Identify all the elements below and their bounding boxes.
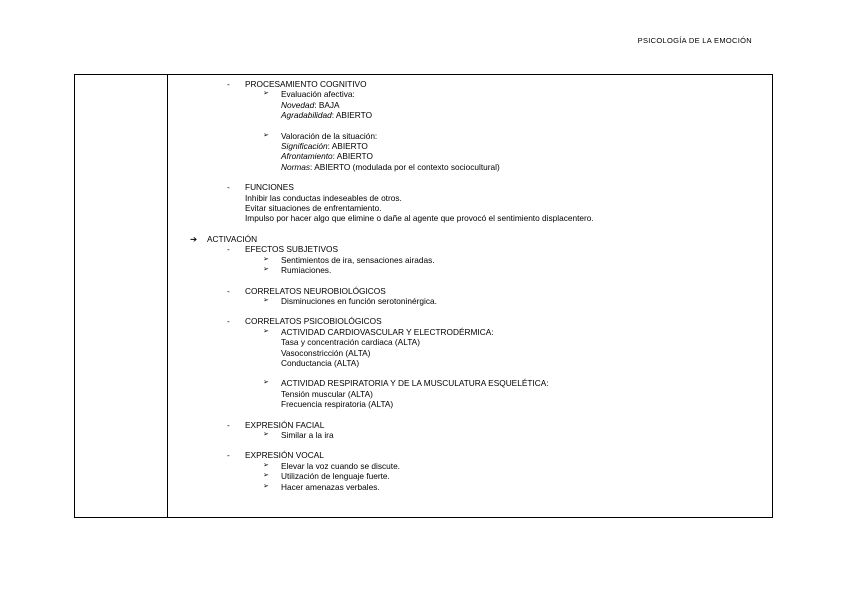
list-item bbox=[167, 461, 772, 471]
list-item bbox=[167, 430, 772, 440]
novelty-line bbox=[167, 100, 772, 110]
pleasantness-label: Agradabilidad bbox=[281, 110, 332, 121]
section-activation bbox=[167, 234, 772, 244]
list-item bbox=[167, 296, 772, 306]
affective-evaluation bbox=[167, 89, 772, 99]
section-psychobiological bbox=[167, 316, 772, 326]
arrow-bullet: ➢ bbox=[263, 266, 269, 274]
item-text: Hacer amenazas verbales. bbox=[281, 481, 380, 492]
section-title: CORRELATOS PSICOBIOLÓGICOS bbox=[245, 316, 382, 327]
item-label: Evaluación afectiva: bbox=[281, 89, 355, 100]
arrow-bullet: ➢ bbox=[263, 255, 269, 263]
function-line: Impulso por hacer algo que elimine o dañe al agente que provocó el sentimiento displacentero. bbox=[245, 213, 594, 224]
arrow-bullet: ➢ bbox=[263, 379, 269, 387]
table-content bbox=[167, 79, 772, 492]
arrow-bullet: ➢ bbox=[263, 461, 269, 469]
arrow-bullet: ➢ bbox=[263, 296, 269, 304]
coping-value: : ABIERTO bbox=[332, 151, 373, 162]
cardio-line: Tasa y concentración cardiaca (ALTA) bbox=[281, 337, 420, 348]
section-subjective bbox=[167, 244, 772, 254]
dash-bullet: - bbox=[227, 244, 230, 255]
dash-bullet: - bbox=[227, 79, 230, 89]
item-text: Similar a la ira bbox=[281, 429, 334, 440]
section-title: FUNCIONES bbox=[245, 182, 294, 193]
dash-bullet: - bbox=[227, 182, 230, 193]
list-item bbox=[167, 482, 772, 492]
content-table bbox=[74, 74, 773, 518]
item-text: Rumiaciones. bbox=[281, 265, 332, 276]
novelty-label: Novedad bbox=[281, 99, 315, 110]
arrow-bullet: ➢ bbox=[263, 90, 269, 98]
situation-evaluation bbox=[167, 131, 772, 141]
coping-line bbox=[167, 151, 772, 161]
arrow-bullet: ➢ bbox=[263, 472, 269, 480]
cardio-line: Vasoconstricción (ALTA) bbox=[281, 347, 371, 358]
arrow-bullet: ➢ bbox=[263, 482, 269, 490]
function-line: Evitar situaciones de enfrentamiento. bbox=[245, 203, 382, 214]
dash-bullet: - bbox=[227, 285, 230, 296]
significance-label: Significación bbox=[281, 141, 328, 152]
item-text: Utilización de lenguaje fuerte. bbox=[281, 471, 390, 482]
norms-value: : ABIERTO (modulada por el contexto sociocultural) bbox=[310, 161, 500, 172]
resp-line: Tensión muscular (ALTA) bbox=[281, 388, 373, 399]
coping-label: Afrontamiento bbox=[281, 151, 333, 162]
list-item bbox=[167, 255, 772, 265]
list-item bbox=[167, 471, 772, 481]
section-vocal bbox=[167, 450, 772, 460]
arrow-bullet: ➢ bbox=[263, 430, 269, 438]
list-item bbox=[167, 265, 772, 275]
section-title: EXPRESIÓN FACIAL bbox=[245, 419, 325, 430]
section-functions bbox=[167, 182, 772, 192]
significance-value: : ABIERTO bbox=[327, 141, 368, 152]
section-cognitive bbox=[167, 79, 772, 89]
item-text: ACTIVIDAD RESPIRATORIA Y DE LA MUSCULATURA ESQUELÉTICA: bbox=[281, 378, 549, 389]
cardio-line: Conductancia (ALTA) bbox=[281, 357, 360, 368]
section-title: EXPRESIÓN VOCAL bbox=[245, 450, 324, 461]
novelty-value: : BAJA bbox=[314, 99, 340, 110]
section-title: CORRELATOS NEUROBIOLÓGICOS bbox=[245, 285, 386, 296]
item-label: Valoración de la situación: bbox=[281, 130, 378, 141]
section-title: PROCESAMIENTO COGNITIVO bbox=[245, 79, 367, 89]
cardio-title bbox=[167, 327, 772, 337]
resp-title bbox=[167, 378, 772, 388]
arrow-bullet: ➢ bbox=[263, 327, 269, 335]
section-neurobiological bbox=[167, 286, 772, 296]
main-arrow-icon: ➔ bbox=[190, 233, 197, 244]
item-text: ACTIVIDAD CARDIOVASCULAR Y ELECTRODÉRMICA: bbox=[281, 326, 494, 337]
section-title: EFECTOS SUBJETIVOS bbox=[245, 244, 338, 255]
item-text: Disminuciones en función serotoninérgica. bbox=[281, 295, 437, 306]
page-header: PSICOLOGÍA DE LA EMOCIÓN bbox=[637, 36, 752, 45]
arrow-bullet: ➢ bbox=[263, 131, 269, 139]
function-line: Inhibir las conductas indeseables de otros. bbox=[245, 192, 402, 203]
dash-bullet: - bbox=[227, 450, 230, 461]
section-facial bbox=[167, 420, 772, 430]
item-text: Sentimientos de ira, sensaciones airadas. bbox=[281, 254, 435, 265]
item-text: Elevar la voz cuando se discute. bbox=[281, 460, 400, 471]
pleasantness-value: : ABIERTO bbox=[331, 110, 373, 121]
pleasantness-line bbox=[167, 110, 772, 120]
resp-line: Frecuencia respiratoria (ALTA) bbox=[281, 399, 394, 410]
significance-line bbox=[167, 141, 772, 151]
section-title: ACTIVACIÓN bbox=[207, 233, 258, 244]
norms-label: Normas bbox=[281, 161, 311, 172]
dash-bullet: - bbox=[227, 316, 230, 327]
dash-bullet: - bbox=[227, 419, 230, 430]
norms-line bbox=[167, 162, 772, 172]
